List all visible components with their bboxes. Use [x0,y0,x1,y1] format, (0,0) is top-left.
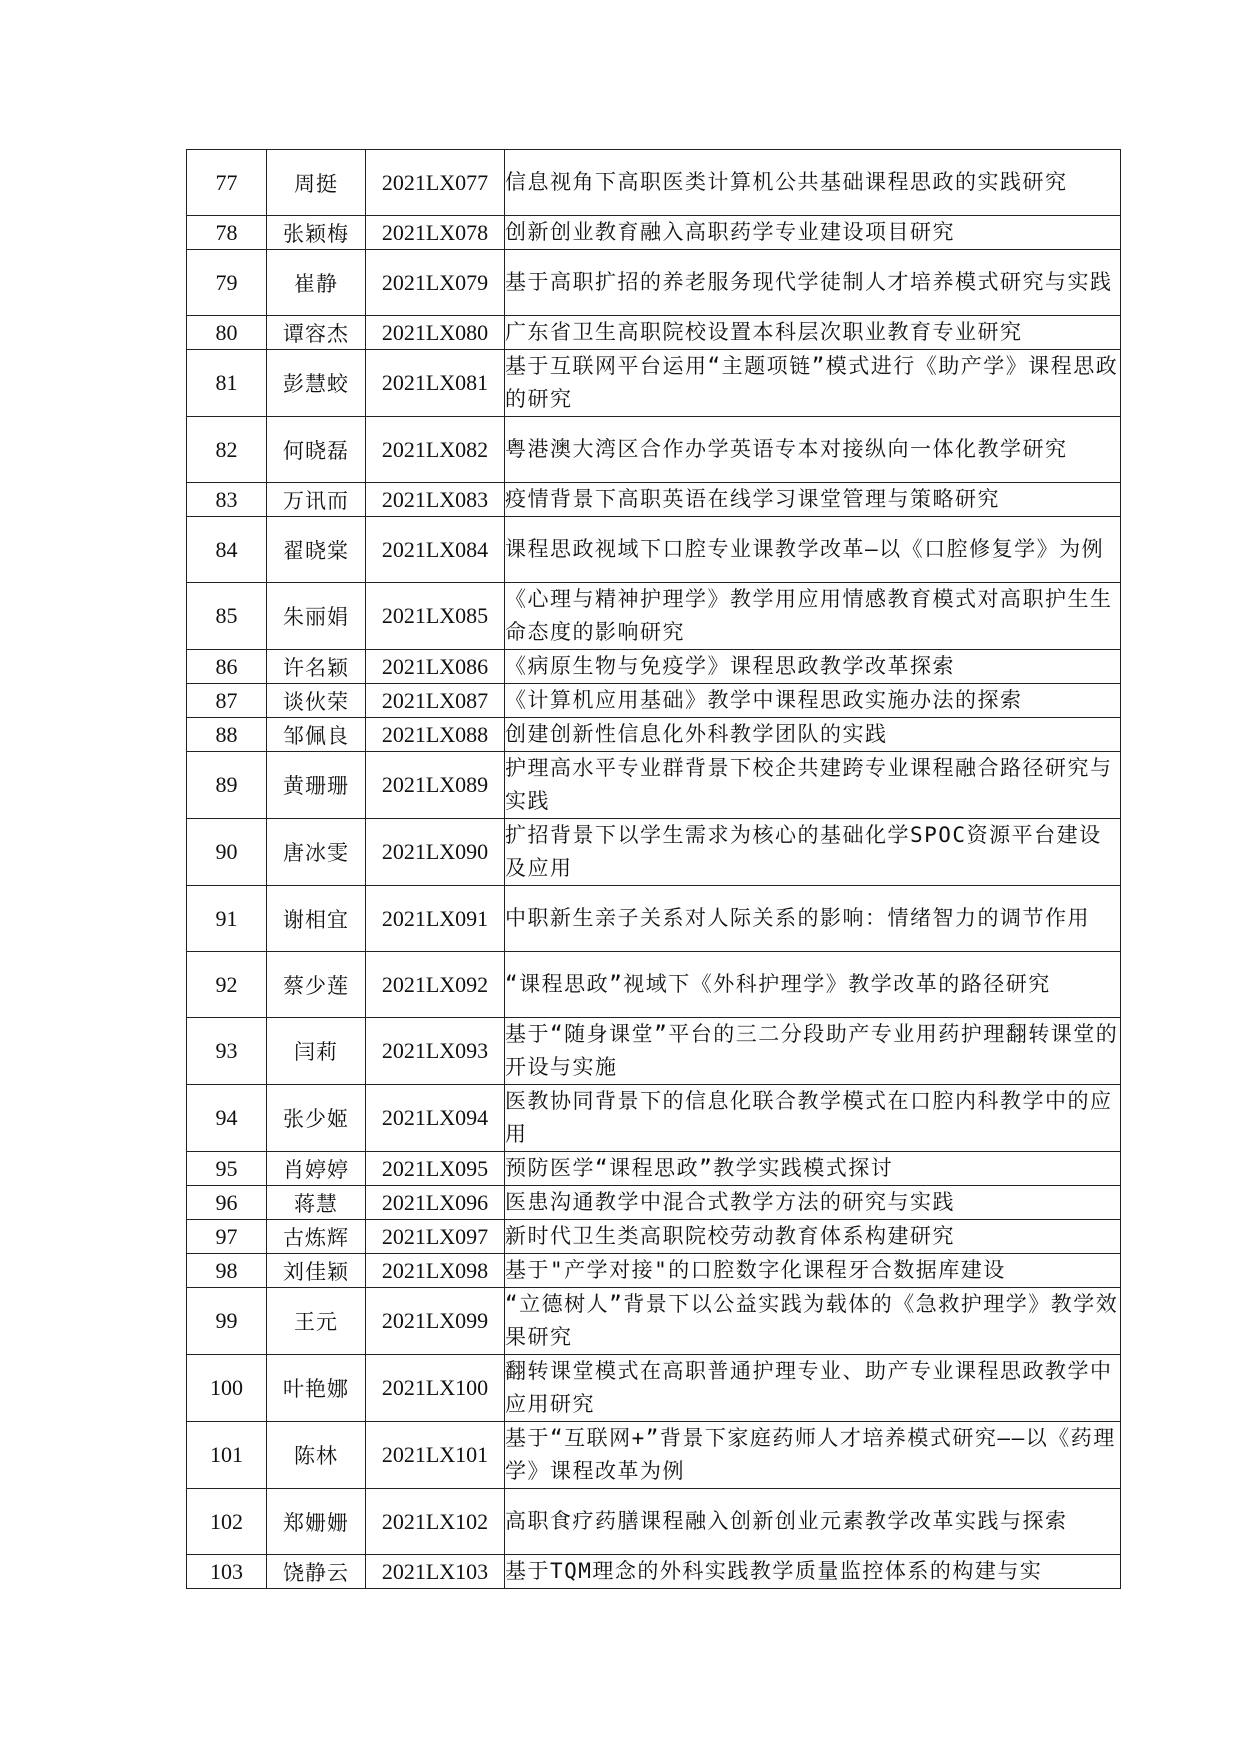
table-row [187,752,1121,819]
row-number: 103 [187,1555,267,1589]
row-number: 92 [187,952,267,1018]
table-row [187,1288,1121,1355]
researcher-name: 张少姬 [267,1085,366,1152]
researcher-name: 翟晓棠 [267,517,366,583]
table-row [187,819,1121,886]
researcher-name: 王元 [267,1288,366,1355]
researcher-name: 张颖梅 [267,216,366,250]
table-row [187,1355,1121,1422]
project-code: 2021LX095 [366,1152,505,1186]
project-code: 2021LX087 [366,684,505,718]
researcher-name: 唐冰雯 [267,819,366,886]
project-title: 基于TQM理念的外科实践教学质量监控体系的构建与实 [505,1555,1121,1589]
row-number: 96 [187,1186,267,1220]
table-row [187,517,1121,583]
project-code: 2021LX077 [366,150,505,216]
project-code: 2021LX099 [366,1288,505,1355]
researcher-name: 叶艳娜 [267,1355,366,1422]
row-number: 86 [187,650,267,684]
table-row [187,1186,1121,1220]
project-code: 2021LX089 [366,752,505,819]
researcher-name: 万讯而 [267,483,366,517]
project-code: 2021LX083 [366,483,505,517]
row-number: 77 [187,150,267,216]
project-code: 2021LX086 [366,650,505,684]
table-row [187,1254,1121,1288]
project-title: 基于“随身课堂”平台的三二分段助产专业用药护理翻转课堂的开设与实施 [505,1018,1121,1085]
table-row [187,250,1121,316]
project-title: 基于“互联网+”背景下家庭药师人才培养模式研究——以《药理学》课程改革为例 [505,1422,1121,1489]
table-row [187,952,1121,1018]
row-number: 100 [187,1355,267,1422]
project-title: “立德树人”背景下以公益实践为载体的《急救护理学》教学效果研究 [505,1288,1121,1355]
row-number: 94 [187,1085,267,1152]
project-title: 基于"产学对接"的口腔数字化课程牙合数据库建设 [505,1254,1121,1288]
project-code: 2021LX084 [366,517,505,583]
project-table [186,149,1121,1589]
researcher-name: 谢相宜 [267,886,366,952]
row-number: 90 [187,819,267,886]
project-code: 2021LX096 [366,1186,505,1220]
table-row [187,216,1121,250]
row-number: 91 [187,886,267,952]
researcher-name: 周挺 [267,150,366,216]
table-row [187,718,1121,752]
project-title: 基于高职扩招的养老服务现代学徒制人才培养模式研究与实践 [505,250,1121,316]
row-number: 78 [187,216,267,250]
project-title: 疫情背景下高职英语在线学习课堂管理与策略研究 [505,483,1121,517]
project-code: 2021LX103 [366,1555,505,1589]
project-title: 《病原生物与免疫学》课程思政教学改革探索 [505,650,1121,684]
project-title: 粤港澳大湾区合作办学英语专本对接纵向一体化教学研究 [505,417,1121,483]
row-number: 99 [187,1288,267,1355]
project-code: 2021LX079 [366,250,505,316]
row-number: 80 [187,316,267,350]
project-title: 医患沟通教学中混合式教学方法的研究与实践 [505,1186,1121,1220]
table-row [187,1422,1121,1489]
project-code: 2021LX080 [366,316,505,350]
row-number: 79 [187,250,267,316]
table-row [187,583,1121,650]
project-title: 广东省卫生高职院校设置本科层次职业教育专业研究 [505,316,1121,350]
table-row [187,1555,1121,1589]
project-title: 医教协同背景下的信息化联合教学模式在口腔内科教学中的应用 [505,1085,1121,1152]
row-number: 101 [187,1422,267,1489]
researcher-name: 郑姗姗 [267,1489,366,1555]
project-code: 2021LX100 [366,1355,505,1422]
project-code: 2021LX094 [366,1085,505,1152]
project-title: 《心理与精神护理学》教学用应用情感教育模式对高职护生生命态度的影响研究 [505,583,1121,650]
table-row [187,1152,1121,1186]
table-row [187,1489,1121,1555]
project-title: 高职食疗药膳课程融入创新创业元素教学改革实践与探索 [505,1489,1121,1555]
table-row [187,483,1121,517]
project-title: “课程思政”视域下《外科护理学》教学改革的路径研究 [505,952,1121,1018]
table-row [187,1085,1121,1152]
row-number: 89 [187,752,267,819]
researcher-name: 古炼辉 [267,1220,366,1254]
project-title: 创建创新性信息化外科教学团队的实践 [505,718,1121,752]
table-row [187,417,1121,483]
project-title: 护理高水平专业群背景下校企共建跨专业课程融合路径研究与实践 [505,752,1121,819]
table-row [187,886,1121,952]
project-code: 2021LX097 [366,1220,505,1254]
project-title: 基于互联网平台运用“主题项链”模式进行《助产学》课程思政的研究 [505,350,1121,417]
researcher-name: 蔡少莲 [267,952,366,1018]
researcher-name: 朱丽娟 [267,583,366,650]
table-row [187,316,1121,350]
table-row [187,684,1121,718]
row-number: 95 [187,1152,267,1186]
row-number: 97 [187,1220,267,1254]
project-code: 2021LX090 [366,819,505,886]
project-code: 2021LX098 [366,1254,505,1288]
table-row [187,1018,1121,1085]
researcher-name: 肖婷婷 [267,1152,366,1186]
researcher-name: 闫莉 [267,1018,366,1085]
project-title: 课程思政视域下口腔专业课教学改革—以《口腔修复学》为例 [505,517,1121,583]
row-number: 84 [187,517,267,583]
project-code: 2021LX085 [366,583,505,650]
project-code: 2021LX093 [366,1018,505,1085]
researcher-name: 邹佩良 [267,718,366,752]
project-code: 2021LX101 [366,1422,505,1489]
project-title: 中职新生亲子关系对人际关系的影响：情绪智力的调节作用 [505,886,1121,952]
table-row [187,150,1121,216]
row-number: 82 [187,417,267,483]
table-row [187,650,1121,684]
researcher-name: 黄珊珊 [267,752,366,819]
row-number: 88 [187,718,267,752]
project-code: 2021LX088 [366,718,505,752]
project-title: 新时代卫生类高职院校劳动教育体系构建研究 [505,1220,1121,1254]
researcher-name: 蒋慧 [267,1186,366,1220]
researcher-name: 彭慧蛟 [267,350,366,417]
project-code: 2021LX091 [366,886,505,952]
row-number: 87 [187,684,267,718]
researcher-name: 饶静云 [267,1555,366,1589]
row-number: 85 [187,583,267,650]
project-code: 2021LX082 [366,417,505,483]
table-row [187,1220,1121,1254]
row-number: 98 [187,1254,267,1288]
row-number: 93 [187,1018,267,1085]
row-number: 102 [187,1489,267,1555]
project-code: 2021LX102 [366,1489,505,1555]
project-title: 预防医学“课程思政”教学实践模式探讨 [505,1152,1121,1186]
project-title: 创新创业教育融入高职药学专业建设项目研究 [505,216,1121,250]
researcher-name: 崔静 [267,250,366,316]
row-number: 81 [187,350,267,417]
researcher-name: 陈林 [267,1422,366,1489]
researcher-name: 谭容杰 [267,316,366,350]
project-code: 2021LX092 [366,952,505,1018]
table-row [187,350,1121,417]
project-title: 翻转课堂模式在高职普通护理专业、助产专业课程思政教学中应用研究 [505,1355,1121,1422]
project-title: 《计算机应用基础》教学中课程思政实施办法的探索 [505,684,1121,718]
researcher-name: 何晓磊 [267,417,366,483]
project-title: 扩招背景下以学生需求为核心的基础化学SPOC资源平台建设及应用 [505,819,1121,886]
researcher-name: 许名颖 [267,650,366,684]
researcher-name: 刘佳颖 [267,1254,366,1288]
project-code: 2021LX081 [366,350,505,417]
project-code: 2021LX078 [366,216,505,250]
project-title: 信息视角下高职医类计算机公共基础课程思政的实践研究 [505,150,1121,216]
researcher-name: 谈伙荣 [267,684,366,718]
row-number: 83 [187,483,267,517]
